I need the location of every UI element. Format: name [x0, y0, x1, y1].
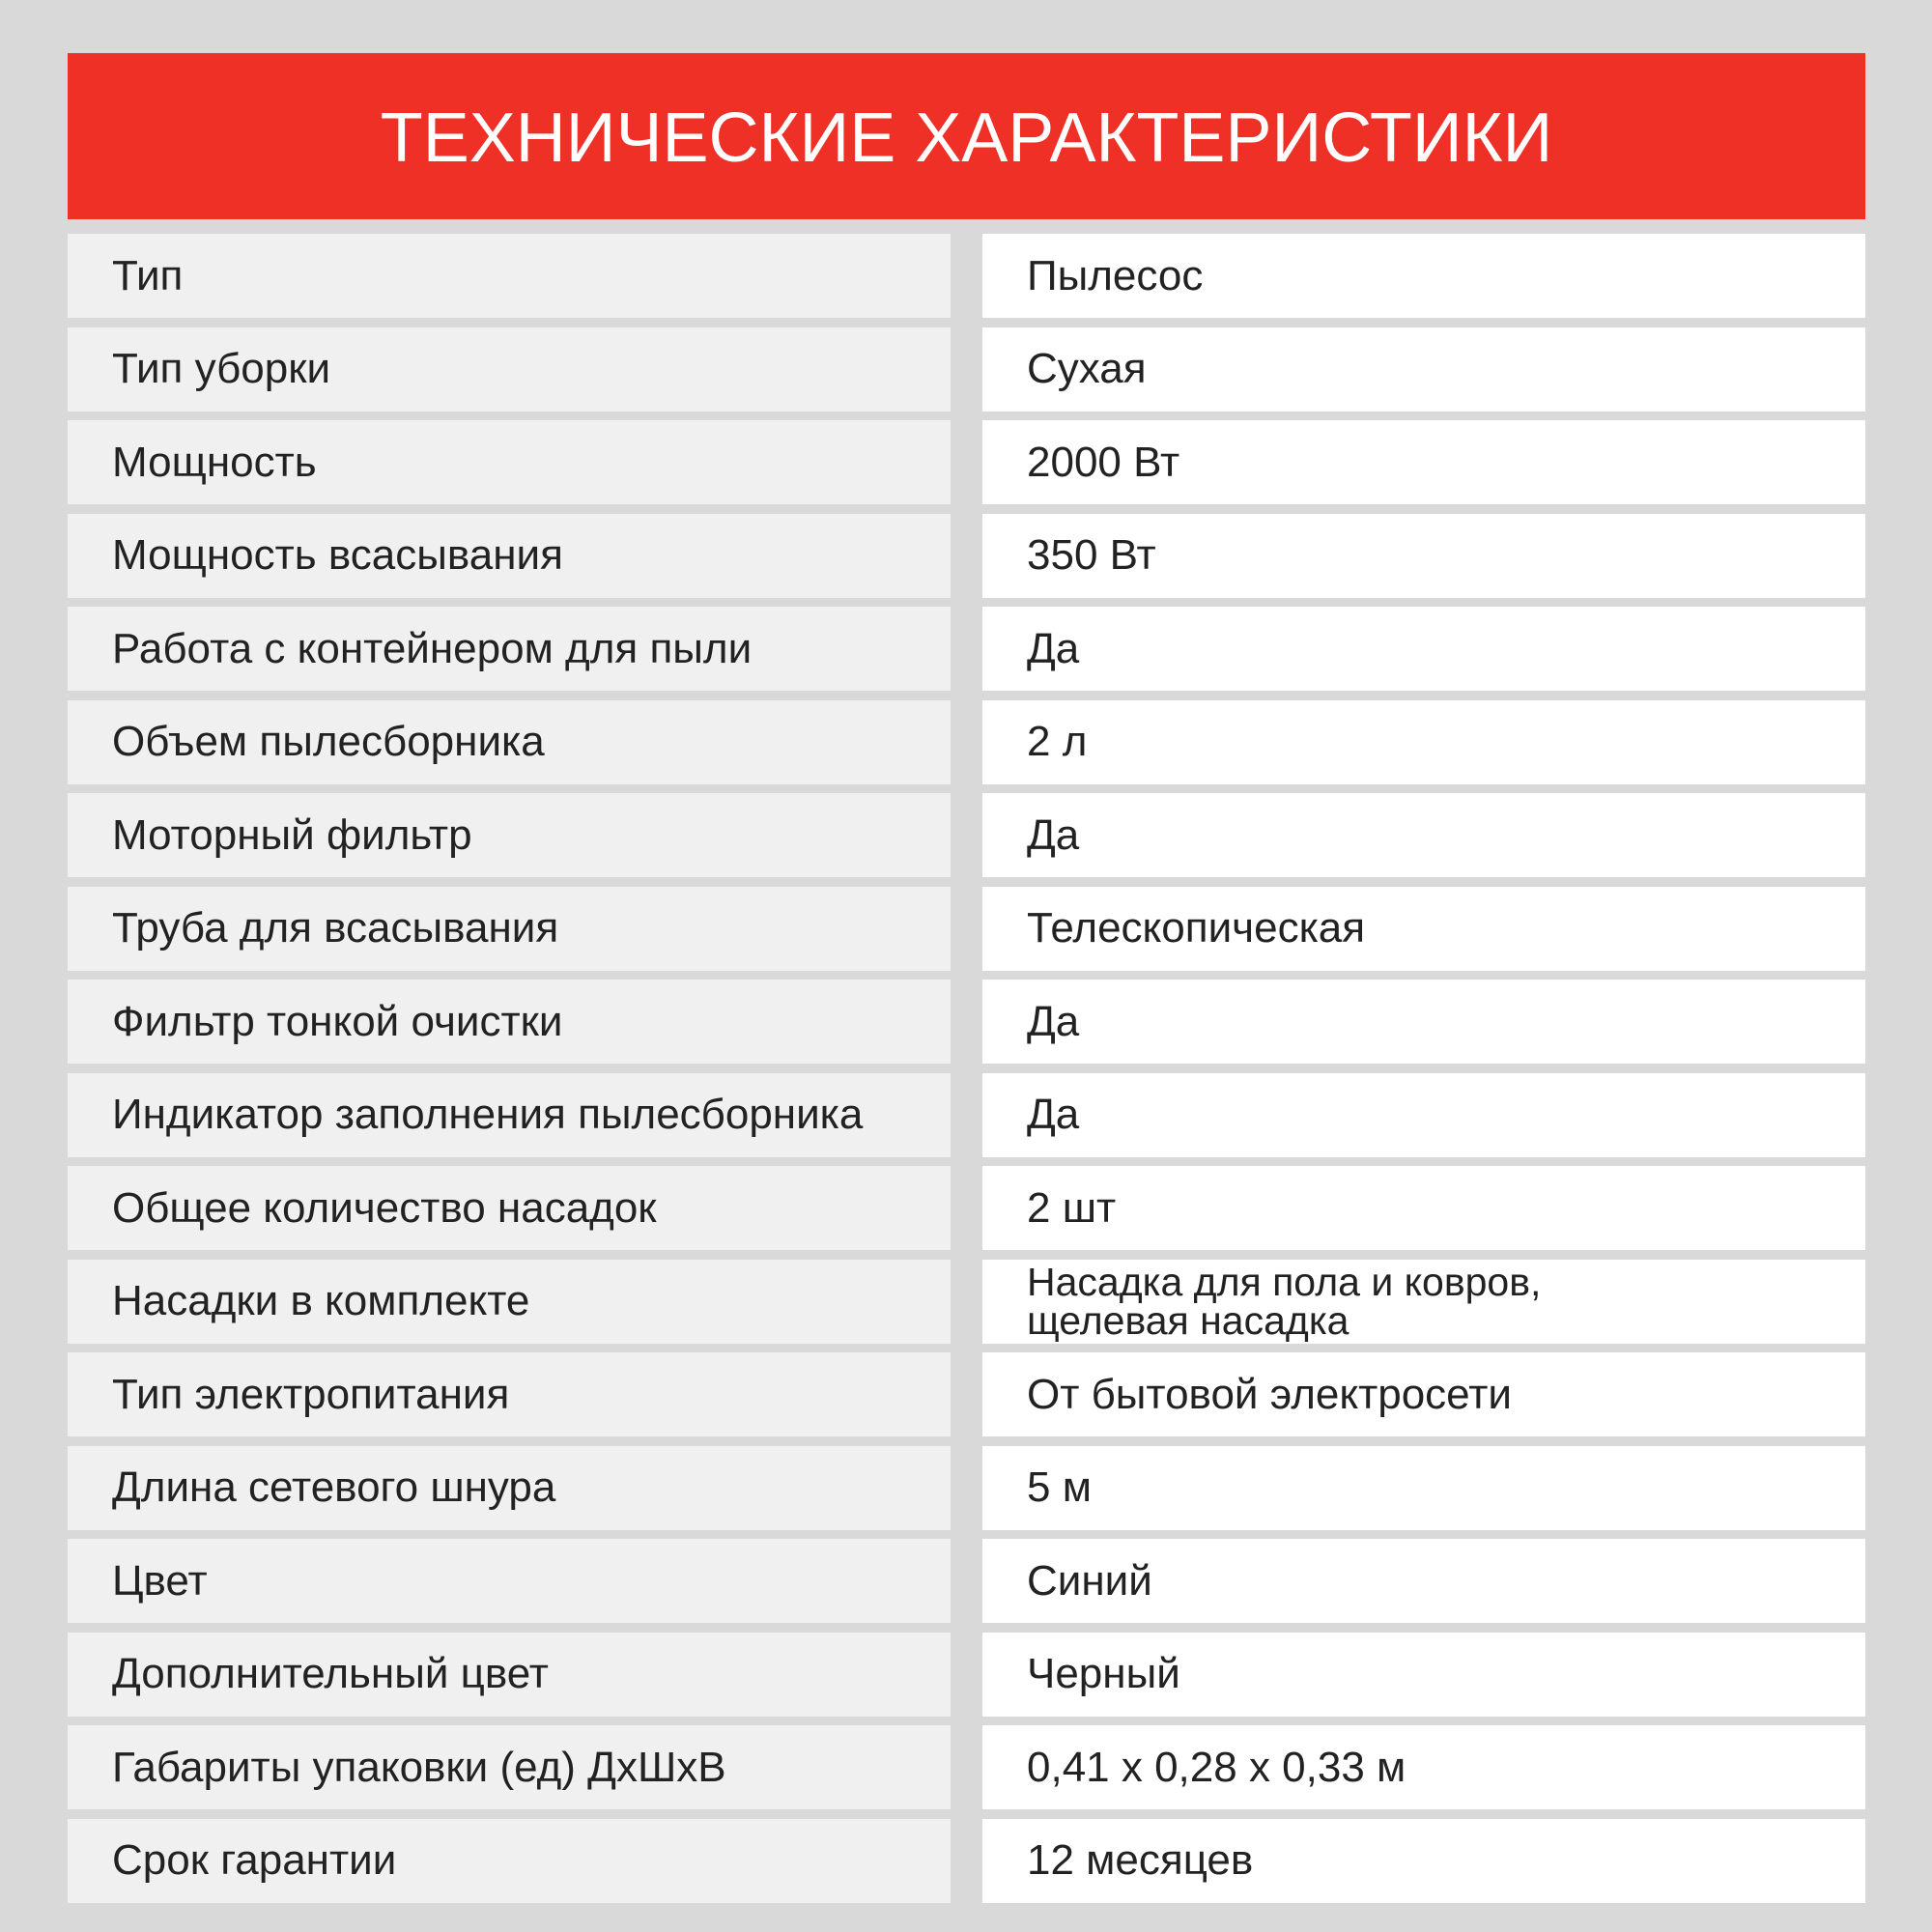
spec-row — [68, 1819, 1865, 1903]
spec-label: Габариты упаковки (ед) ДхШхВ — [68, 1725, 951, 1809]
spec-row — [68, 887, 1865, 971]
spec-value: 0,41 х 0,28 х 0,33 м — [982, 1725, 1865, 1809]
spec-row — [68, 1073, 1865, 1157]
spec-label: Фильтр тонкой очистки — [68, 980, 951, 1064]
spec-row — [68, 607, 1865, 691]
spec-row — [68, 1446, 1865, 1530]
spec-value: Синий — [982, 1539, 1865, 1623]
spec-value: Да — [982, 1073, 1865, 1157]
spec-label: Моторный фильтр — [68, 793, 951, 877]
spec-value: 5 м — [982, 1446, 1865, 1530]
spec-row — [68, 1539, 1865, 1623]
spec-value: 2 л — [982, 700, 1865, 784]
spec-row — [68, 1633, 1865, 1717]
spec-value: Насадка для пола и ковров, щелевая насадка — [982, 1260, 1865, 1344]
spec-label: Дополнительный цвет — [68, 1633, 951, 1717]
spec-label: Индикатор заполнения пылесборника — [68, 1073, 951, 1157]
spec-value: 2000 Вт — [982, 420, 1865, 504]
spec-row — [68, 514, 1865, 598]
spec-label: Длина сетевого шнура — [68, 1446, 951, 1530]
spec-label: Срок гарантии — [68, 1819, 951, 1903]
spec-row — [68, 420, 1865, 504]
spec-label: Цвет — [68, 1539, 951, 1623]
spec-value: Да — [982, 607, 1865, 691]
spec-label: Тип электропитания — [68, 1352, 951, 1436]
spec-label: Общее количество насадок — [68, 1166, 951, 1250]
spec-row — [68, 980, 1865, 1064]
spec-row — [68, 700, 1865, 784]
spec-header — [68, 53, 1865, 219]
spec-row — [68, 327, 1865, 412]
spec-value: Да — [982, 980, 1865, 1064]
page-title: ТЕХНИЧЕСКИЕ ХАРАКТЕРИСТИКИ — [380, 99, 1553, 177]
spec-label: Мощность — [68, 420, 951, 504]
spec-label: Работа с контейнером для пыли — [68, 607, 951, 691]
spec-table — [68, 234, 1865, 1912]
spec-value: Телескопическая — [982, 887, 1865, 971]
spec-value: 2 шт — [982, 1166, 1865, 1250]
spec-row — [68, 1260, 1865, 1344]
spec-value: 12 месяцев — [982, 1819, 1865, 1903]
spec-value: Сухая — [982, 327, 1865, 412]
spec-value: От бытовой электросети — [982, 1352, 1865, 1436]
spec-label: Мощность всасывания — [68, 514, 951, 598]
spec-value: Пылесос — [982, 234, 1865, 318]
spec-row — [68, 793, 1865, 877]
spec-row — [68, 234, 1865, 318]
spec-label: Насадки в комплекте — [68, 1260, 951, 1344]
spec-value: 350 Вт — [982, 514, 1865, 598]
spec-row — [68, 1352, 1865, 1436]
spec-value: Да — [982, 793, 1865, 877]
spec-label: Тип — [68, 234, 951, 318]
spec-label: Объем пылесборника — [68, 700, 951, 784]
spec-label: Труба для всасывания — [68, 887, 951, 971]
spec-row — [68, 1166, 1865, 1250]
spec-row — [68, 1725, 1865, 1809]
spec-value: Черный — [982, 1633, 1865, 1717]
spec-label: Тип уборки — [68, 327, 951, 412]
